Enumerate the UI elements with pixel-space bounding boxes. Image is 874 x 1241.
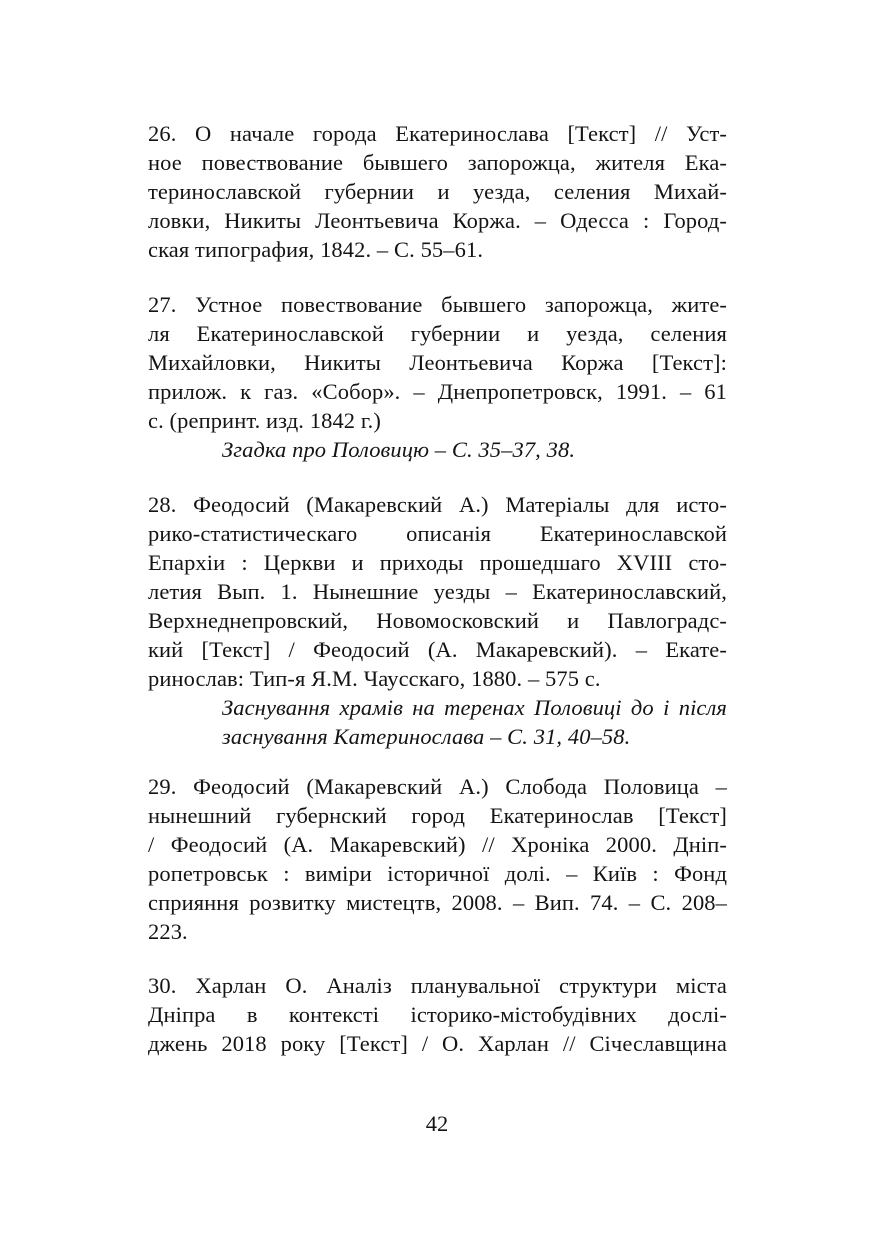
entry-line: нынешний губернский город Екатеринослав [Текст] (148, 803, 727, 828)
entry-line: джень 2018 року [Текст] / О. Харлан // Січеславщина (148, 1031, 727, 1056)
bibliography-entry-28 (148, 490, 727, 751)
annotation-line: Заснування храмів на теренах Половиці до і після (222, 695, 727, 720)
bibliography-entry-27 (148, 290, 727, 464)
page-number: 42 (425, 1111, 449, 1136)
bibliography-entry-26 (148, 119, 727, 264)
entry-line: кий [Текст] / Феодосий (А. Макаревский). – Екате- (148, 637, 727, 662)
entry-line: 223. (148, 919, 188, 944)
entry-line: ринослав: Тип-я Я.М. Чаусскаго, 1880. – 575 с. (148, 666, 601, 691)
entry-line: летия Вып. 1. Нынешние уезды – Екатеринославский, (148, 579, 727, 604)
entry-line: ловки, Никиты Леонтьевича Коржа. – Одесса : Город- (148, 208, 727, 233)
entry-line: Дніпра в контексті історико-містобудівних дослі- (148, 1002, 727, 1027)
entry-line: 29. Феодосий (Макаревский А.) Слобода Половица – (148, 774, 727, 799)
bibliography-entry-30 (148, 971, 727, 1058)
annotation-line: заснування Катеринослава – С. 31, 40–58. (222, 724, 631, 749)
entry-line: прилож. к газ. «Собор». – Днепропетровск, 1991. – 61 (148, 379, 727, 404)
entry-line: сприяння розвитку мистецтв, 2008. – Вип. 74. – С. 208– (148, 890, 727, 915)
entry-line: ская типография, 1842. – С. 55–61. (148, 237, 484, 262)
bibliography-entry-29 (148, 772, 727, 946)
entry-line: 28. Феодосий (Макаревский А.) Матеріалы для исто- (148, 492, 727, 517)
entry-line: Епархіи : Церкви и приходы прошедшаго XVIII сто- (148, 550, 727, 575)
entry-line: теринославской губернии и уезда, селения Михай- (148, 179, 727, 204)
entry-line: Михайловки, Никиты Леонтьевича Коржа [Текст]: (148, 350, 727, 375)
annotation-line: Згадка про Половицю – С. 35–37, 38. (222, 437, 576, 462)
entry-line: Верхнеднепровский, Новомосковский и Павлоградс- (148, 608, 727, 633)
entry-line: ропетровськ : виміри історичної долі. – Київ : Фонд (148, 861, 727, 886)
entry-annotation (148, 693, 727, 751)
entry-annotation (148, 435, 727, 464)
entry-line: рико-статистическаго описанія Екатеринославской (148, 521, 727, 546)
entry-line: 26. О начале города Екатеринослава [Текст] // Уст- (148, 121, 727, 146)
entry-line: с. (репринт. изд. 1842 г.) (148, 408, 381, 433)
entry-line: 27. Устное повествование бывшего запорожца, жите- (148, 292, 727, 317)
entry-line: ное повествование бывшего запорожца, жителя Ека- (148, 150, 727, 175)
entry-line: ля Екатеринославской губернии и уезда, селения (148, 321, 727, 346)
entry-line: 30. Харлан О. Аналіз планувальної структури міста (148, 973, 727, 998)
entry-line: / Феодосий (А. Макаревский) // Хроніка 2000. Дніп- (148, 832, 727, 857)
